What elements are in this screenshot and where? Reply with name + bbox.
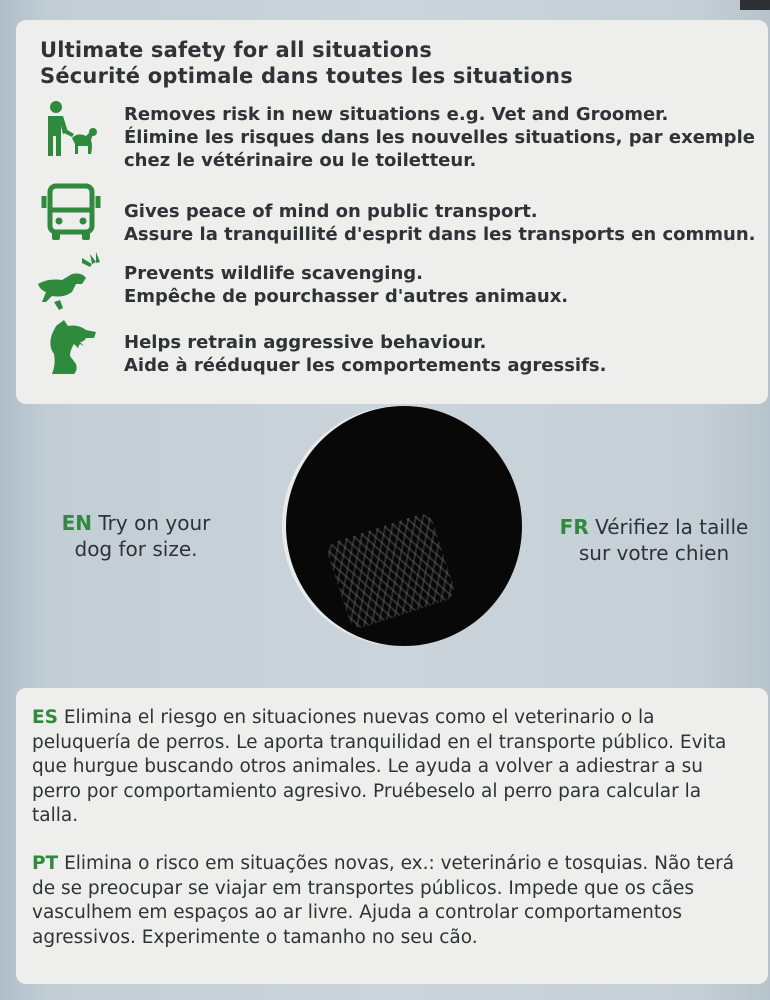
- feature-vet-groomer: [36, 98, 766, 171]
- try-on-fr-line2: sur votre chien: [578, 541, 730, 565]
- paragraph-pt: [32, 852, 752, 950]
- feature-wildlife: [36, 250, 766, 320]
- wildlife-icon: [36, 250, 106, 316]
- feature-line: Prevents wildlife scavenging.: [124, 263, 423, 284]
- try-on-en: [40, 510, 232, 562]
- paragraph-es-text: Elimina el riesgo en situaciones nuevas como el veterinario o la peluquería de perros. Le aporta tranquilidad en el transporte público. Evita que hurgue buscando otros animales. Le ayuda a volver a adiestrar a su perro por comportamiento agresivo. Pruébeselo al perro para calcular la talla.: [32, 707, 727, 826]
- try-on-fr: [556, 514, 752, 566]
- try-on-fr-line1: Vérifiez la taille: [588, 515, 749, 539]
- feature-line: chez le vétérinaire ou le toiletteur.: [124, 150, 477, 171]
- feature-line: Gives peace of mind on public transport.: [124, 201, 538, 222]
- package-corner: [740, 0, 770, 10]
- paragraph-es: [32, 706, 752, 829]
- feature-line: Empêche de pourchasser d'autres animaux.: [124, 286, 569, 307]
- feature-aggressive-behaviour: [36, 318, 766, 388]
- paragraph-pt-text: Elimina o risco em situações novas, ex.: veterinário e tosquias. Não terá de se preocupar se viajar em transportes públicos. Impede que os cães vasculhem em espaços ao ar livre. Ajuda a controlar comportamentos agressivos. Experimente o tamanho no seu cão.: [32, 853, 735, 948]
- bus-icon: [36, 180, 106, 246]
- try-on-en-line1: Try on your: [92, 511, 211, 535]
- language-code-es: ES: [32, 707, 58, 728]
- feature-line: Assure la tranquillité d'esprit dans les transports en commun.: [124, 224, 756, 245]
- feature-line: Helps retrain aggressive behaviour.: [124, 332, 487, 353]
- heading-fr: Sécurité optimale dans toutes les situations: [40, 64, 573, 88]
- language-code-fr: FR: [559, 515, 589, 539]
- feature-line: Élimine les risques dans les nouvelles situations, par exemple: [124, 127, 755, 148]
- vet-groomer-icon: [36, 98, 106, 164]
- try-on-en-line2: dog for size.: [74, 537, 198, 561]
- feature-line: Removes risk in new situations e.g. Vet and Groomer.: [124, 104, 669, 125]
- heading-en: Ultimate safety for all situations: [40, 38, 433, 62]
- aggressive-dog-icon: [36, 318, 106, 384]
- feature-public-transport: [36, 180, 766, 250]
- language-code-en: EN: [61, 511, 93, 535]
- language-code-pt: PT: [32, 853, 59, 874]
- muzzle-mesh: [325, 511, 457, 631]
- muzzle-sample-window: [286, 406, 522, 646]
- feature-line: Aide à rééduquer les comportements agressifs.: [124, 355, 607, 376]
